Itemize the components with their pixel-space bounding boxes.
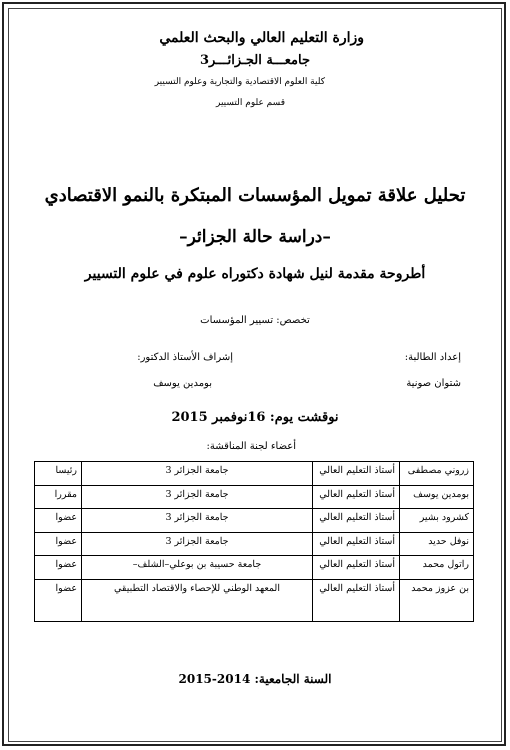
prepared-by-label: إعداد الطالبة:	[404, 352, 461, 363]
table-row	[35, 556, 474, 580]
committee-institution: المعهد الوطني للإحصاء والاقتصاد التطبيقي	[82, 579, 313, 621]
thesis-degree: أطروحة مقدمة لنيل شهادة دكتوراه علوم في علوم التسيير	[84, 266, 426, 282]
academic-year: السنة الجامعية: 2014-2015	[178, 672, 332, 686]
committee-role: عضوا	[35, 579, 82, 621]
supervisor-label: إشراف الأستاذ الدكتور:	[137, 352, 233, 363]
committee-role: عضوا	[35, 556, 82, 580]
committee-institution: جامعة الجزائر 3	[82, 509, 313, 533]
page-border-inner	[8, 8, 502, 742]
table-row	[35, 579, 474, 621]
committee-rank: أستاذ التعليم العالي	[313, 579, 400, 621]
table-row	[35, 462, 474, 486]
committee-rank: أستاذ التعليم العالي	[313, 509, 400, 533]
department-heading: قسم علوم التسيير	[216, 98, 285, 108]
committee-institution: جامعة حسيبة بن بوعلي–الشلف–	[82, 556, 313, 580]
student-name: شتوان صونية	[406, 378, 461, 389]
supervisor-name: بومدين يوسف	[153, 378, 212, 389]
committee-name: نوفل حديد	[400, 532, 474, 556]
committee-institution: جامعة الجزائر 3	[82, 485, 313, 509]
committee-role: رئيسا	[35, 462, 82, 486]
committee-name: بن عزوز محمد	[400, 579, 474, 621]
committee-name: راتول محمد	[400, 556, 474, 580]
committee-role: مقررا	[35, 485, 82, 509]
committee-title: أعضاء لجنة المناقشة:	[206, 441, 296, 452]
committee-name: كشرود بشير	[400, 509, 474, 533]
ministry-heading: وزارة التعليم العالي والبحث العلمي	[159, 30, 364, 46]
table-row	[35, 485, 474, 509]
committee-institution: جامعة الجزائر 3	[82, 462, 313, 486]
committee-institution: جامعة الجزائر 3	[82, 532, 313, 556]
thesis-title: تحليل علاقة تمويل المؤسسات المبتكرة بالنمو الاقتصادي	[44, 185, 466, 206]
committee-role: عضوا	[35, 509, 82, 533]
faculty-heading: كلية العلوم الاقتصادية والتجارية وعلوم التسيير	[154, 77, 325, 87]
committee-table	[34, 461, 474, 622]
specialty: تخصص: تسيير المؤسسات	[200, 315, 310, 326]
table-row	[35, 509, 474, 533]
committee-rank: أستاذ التعليم العالي	[313, 485, 400, 509]
committee-rank: أستاذ التعليم العالي	[313, 556, 400, 580]
committee-rank: أستاذ التعليم العالي	[313, 532, 400, 556]
committee-name: بومدين يوسف	[400, 485, 474, 509]
defense-date: نوقشت يوم: 16نوفمبر 2015	[171, 410, 339, 425]
table-row	[35, 532, 474, 556]
committee-name: زروني مصطفى	[400, 462, 474, 486]
thesis-subtitle: –دراسة حالة الجزائر–	[179, 227, 331, 247]
university-heading: جامعـــة الجـزائـــر3	[200, 53, 310, 68]
committee-role: عضوا	[35, 532, 82, 556]
committee-rank: أستاذ التعليم العالي	[313, 462, 400, 486]
